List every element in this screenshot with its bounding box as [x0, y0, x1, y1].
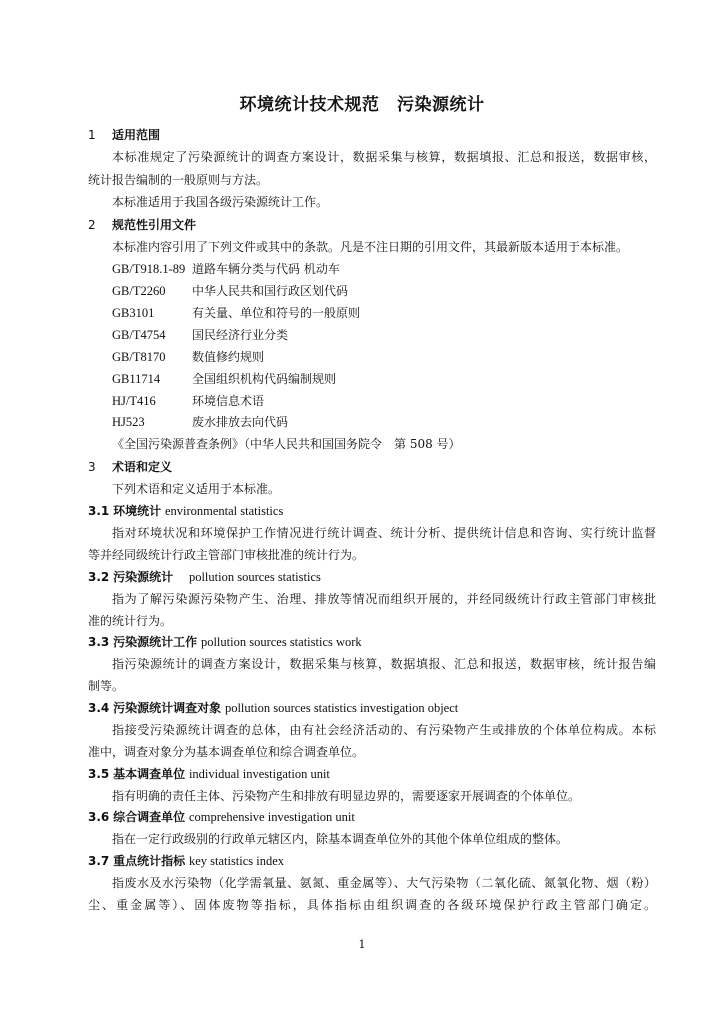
term-english: pollution sources statistics investigation object	[224, 701, 459, 715]
paragraph-line: 指为了解污染源污染物产生、治理、排放等情况而组织开展的，并经同级统计行政主管部门审核批	[112, 592, 656, 606]
reference-name: 国民经济行业分类	[192, 328, 289, 342]
term-chinese: 污染源统计工作	[113, 635, 198, 649]
paragraph-line: 等并经同级统计行政主管部门审核批准的统计行为。	[88, 548, 365, 562]
paragraph-line: 制等。	[88, 679, 125, 693]
reference-code: GB11714	[112, 372, 161, 386]
paragraph-line: 指接受污染源统计调查的总体，由有社会经济活动的、有污染物产生或排放的个体单位构成。本标	[112, 723, 656, 737]
paragraph-line: 本标准规定了污染源统计的调查方案设计，数据采集与核算，数据填报、汇总和报送，数据审核，	[112, 150, 656, 164]
reference-item	[112, 261, 340, 277]
section-heading-2	[88, 217, 196, 233]
reference-code: HJ523	[112, 415, 145, 429]
reference-name: 废水排放去向代码	[192, 415, 289, 429]
reference-item	[112, 305, 360, 321]
term-english: environmental statistics	[164, 504, 284, 518]
section-number: 2	[88, 218, 96, 232]
reference-item	[112, 414, 288, 430]
term-number: 3.7	[88, 854, 110, 868]
section-title: 术语和定义	[112, 460, 173, 474]
reference-code: GB/T4754	[112, 328, 166, 342]
term-chinese: 污染源统计调查对象	[113, 701, 222, 715]
section-heading-1	[88, 127, 160, 143]
term-chinese: 综合调查单位	[113, 810, 186, 824]
term-number: 3.1	[88, 504, 110, 518]
reference-item	[112, 393, 264, 409]
reference-code: GB/T918.1-89	[112, 262, 186, 276]
reference-item	[112, 283, 348, 299]
paragraph-line: 本标准适用于我国各级污染源统计工作。	[112, 195, 329, 209]
term-chinese: 环境统计	[113, 504, 162, 518]
term-chinese: 基本调查单位	[113, 767, 186, 781]
term-chinese: 重点统计指标	[113, 854, 186, 868]
reference-item	[112, 349, 264, 365]
term-heading	[88, 569, 321, 585]
term-heading	[88, 853, 284, 869]
term-english: pollution sources statistics work	[200, 635, 362, 649]
reference-code: GB/T2260	[112, 284, 166, 298]
section-number: 1	[88, 128, 96, 142]
reference-code: GB3101	[112, 306, 155, 320]
reference-regulation: 《全国污染源普查条例》（中华人民共和国国务院令 第 508 号）	[112, 437, 461, 451]
reference-name: 数值修约规则	[192, 350, 265, 364]
reference-name: 环境信息术语	[192, 394, 265, 408]
paragraph-line: 指废水及水污染物（化学需氧量、氨氮、重金属等）、大气污染物（二氧化硫、氮氧化物、烟（粉）	[112, 876, 656, 890]
term-number: 3.5	[88, 767, 110, 781]
paragraph-line: 指污染源统计的调查方案设计，数据采集与核算，数据填报、汇总和报送，数据审核，统计报告编	[112, 657, 656, 671]
reference-code: HJ/T416	[112, 394, 156, 408]
document-title: 环境统计技术规范 污染源统计	[239, 95, 485, 115]
reference-item	[112, 327, 288, 343]
paragraph-line: 准中，调查对象分为基本调查单位和综合调查单位。	[88, 745, 365, 759]
paragraph-line: 准的统计行为。	[88, 614, 173, 628]
reference-item	[112, 371, 336, 387]
reference-name: 全国组织机构代码编制规则	[192, 372, 337, 386]
paragraph-line: 统计报告编制的一般原则与方法。	[88, 173, 269, 187]
term-number: 3.4	[88, 701, 110, 715]
paragraph-line: 本标准内容引用了下列文件或其中的条款。凡是不注日期的引用文件，其最新版本适用于本标准。	[112, 240, 629, 254]
term-number: 3.6	[88, 810, 110, 824]
paragraph-line: 指有明确的责任主体、污染物产生和排放有明显边界的，需要逐家开展调查的个体单位。	[112, 789, 581, 803]
term-english: pollution sources statistics	[188, 570, 321, 584]
section-title: 规范性引用文件	[112, 218, 197, 232]
paragraph-line: 指在一定行政级别的行政单元辖区内，除基本调查单位外的其他个体单位组成的整体。	[112, 832, 569, 846]
term-chinese: 污染源统计	[113, 570, 174, 584]
term-number: 3.3	[88, 635, 110, 649]
reference-name: 有关量、单位和符号的一般原则	[192, 306, 361, 320]
paragraph-line: 指对环境状况和环境保护工作情况进行统计调查、统计分析、提供统计信息和咨询、实行统计监督	[112, 526, 656, 540]
term-heading	[88, 634, 362, 650]
term-english: key statistics index	[188, 854, 285, 868]
paragraph-line: 下列术语和定义适用于本标准。	[112, 482, 281, 496]
term-english: comprehensive investigation unit	[188, 810, 355, 824]
term-heading	[88, 766, 330, 782]
reference-name: 道路车辆分类与代码 机动车	[192, 262, 340, 276]
term-heading	[88, 809, 355, 825]
term-heading	[88, 503, 283, 519]
section-title: 适用范围	[112, 128, 161, 142]
paragraph-line: 尘、重金属等）、固体废物等指标，具体指标由组织调查的各级环境保护行政主管部门确定。	[88, 898, 656, 912]
section-number: 3	[88, 460, 96, 474]
reference-code: GB/T8170	[112, 350, 166, 364]
term-english: individual investigation unit	[188, 767, 330, 781]
term-number: 3.2	[88, 570, 110, 584]
page-number: 1	[358, 938, 366, 951]
reference-name: 中华人民共和国行政区划代码	[192, 284, 349, 298]
term-heading	[88, 700, 458, 716]
section-heading-3	[88, 459, 172, 475]
